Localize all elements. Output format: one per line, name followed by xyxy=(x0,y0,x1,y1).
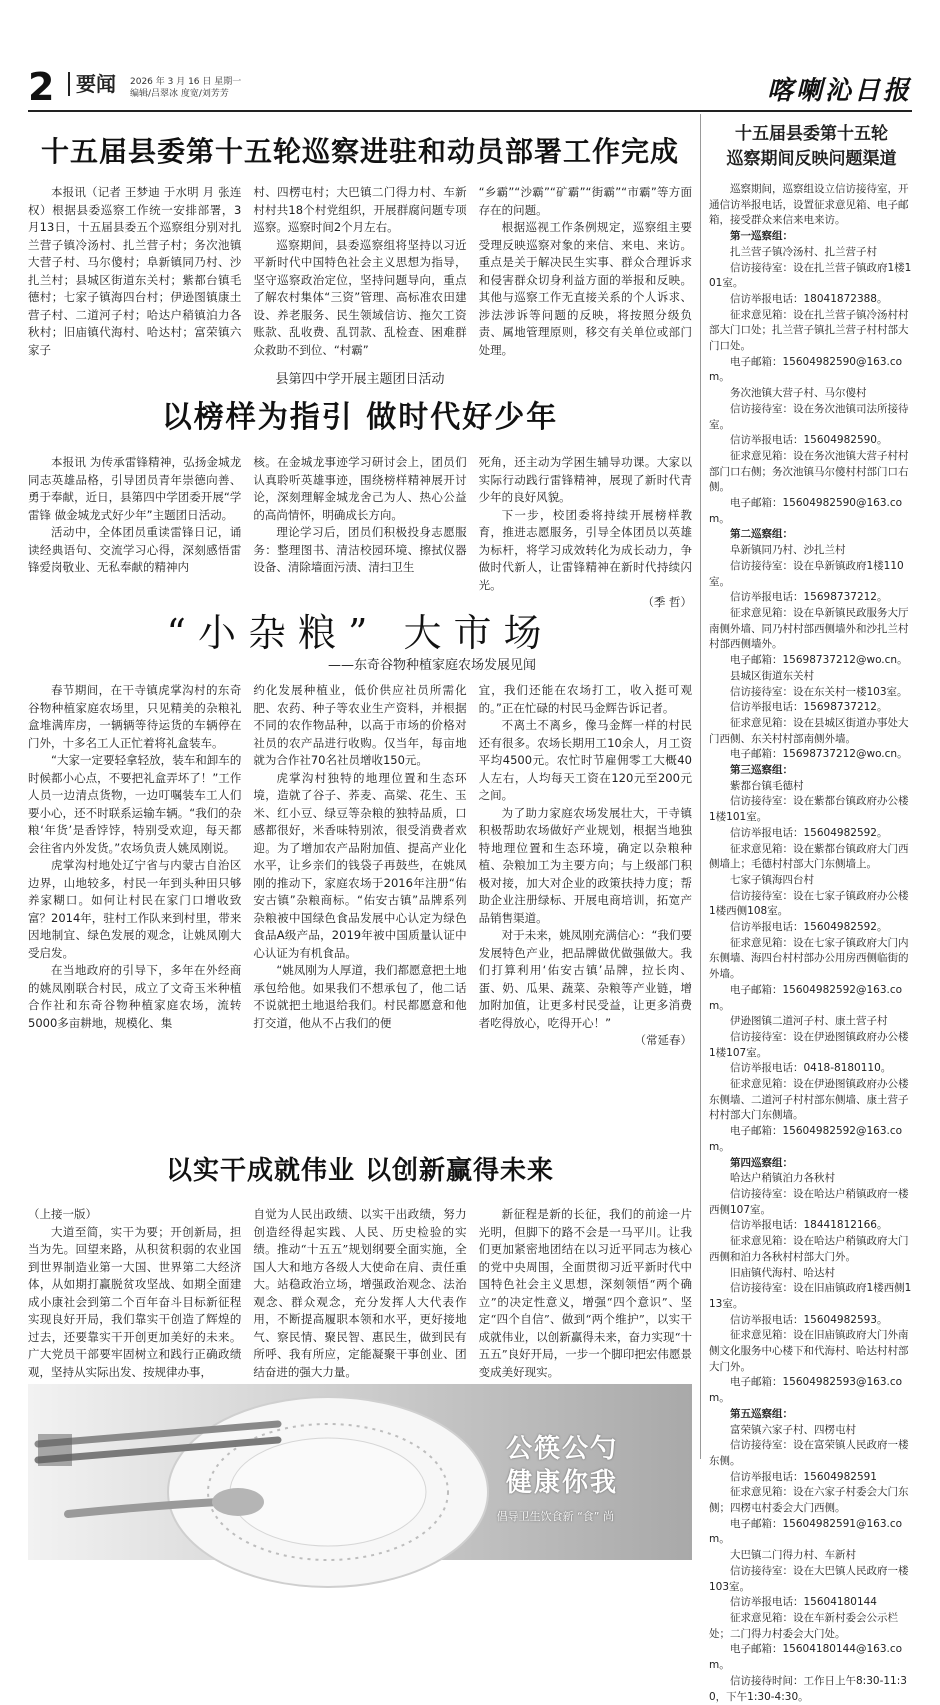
sidebar-entry: 扎兰营子镇冷汤村、扎兰营子村 xyxy=(730,245,877,258)
paragraph: 宜，我们还能在农场打工，收入挺可观的。”正在忙碌的村民马金辉告诉记者。 xyxy=(478,683,692,715)
article3-byline: （常延春） xyxy=(634,1033,692,1047)
header-meta xyxy=(130,76,241,100)
sidebar-entry: 征求意见箱：设在扎兰营子镇冷汤村村部大门口处；扎兰营子镇扎兰营子村村部大门口处。 xyxy=(709,308,909,353)
sidebar-entry: 信访举报电话：15604982592。 xyxy=(730,826,888,839)
article2-body xyxy=(28,454,692,609)
continued-marker: （上接一版） xyxy=(28,1207,97,1221)
paragraph: 死角，还主动为学困生辅导功课。大家以实际行动践行雷锋精神，展现了新时代青少年的良好风貌。 xyxy=(478,455,692,504)
paragraph: 在当地政府的引导下，多年在外经商的姚凤刚联合村民，成立了文奇玉米种植合作社和东奇谷物种植家庭农场，流转5000多亩耕地，规模化、集 xyxy=(28,963,242,1030)
sidebar-entry: 阜新镇同乃村、沙扎兰村 xyxy=(730,544,846,557)
sidebar-entry: 电子邮箱：15604982590@163.com。 xyxy=(709,355,903,384)
article3-body xyxy=(28,682,692,1137)
paragraph: 核。在金城龙事迹学习研讨会上，团员们认真聆听英雄事迹，围绕榜样精神展开讨论，深刻理解金城龙舍己为人、热心公益的高尚情怀，明确成长方向。 xyxy=(253,455,467,522)
sidebar-entry: 征求意见箱：设在七家子镇政府大门内东侧墙、海四台村村部办公用房西侧临街的外墙。 xyxy=(709,936,909,981)
article2-col3 xyxy=(478,454,692,609)
article1-title: 十五届县委第十五轮巡察进驻和动员部署工作完成 xyxy=(40,135,679,168)
paragraph: 新征程是新的长征，我们的前途一片光明，但脚下的路不会是一马平川。让我们更加紧密地团结在以习近平同志为核心的党中央周围，全面贯彻习近平新时代中国特色社会主义思想，深刻领悟“两个确立”的决定性意义，增强“四个意识”、坚定“四个自信”、做到“两个维护”，以实干成就伟业，以创新赢得未来，奋力实现“十五五”良好开局，一步一个脚印把宏伟愿景变成美好现实。 xyxy=(478,1207,692,1379)
sidebar-entry: 紫都台镇毛德村 xyxy=(730,779,804,792)
section-name: 要闻 xyxy=(68,72,116,96)
ad-subline: 倡导卫生饮食新 “食” 尚 xyxy=(496,1510,614,1523)
article2-col2 xyxy=(253,454,466,592)
sidebar-entry: 征求意见箱：设在县城区街道办事处大门西侧、东关村村部南侧外墙。 xyxy=(709,716,909,745)
sidebar-entry: 征求意见箱：设在紫都台镇政府大门西侧墙上；毛德村村部大门东侧墙上。 xyxy=(709,842,909,871)
article3-col3 xyxy=(479,682,692,1137)
sidebar-group-heading: 第四巡察组： xyxy=(730,1156,793,1169)
sidebar-entry: 旧庙镇代海村、哈达村 xyxy=(730,1266,835,1279)
sidebar-group-heading: 第三巡察组： xyxy=(730,764,793,777)
page-number: 2 xyxy=(28,65,55,109)
sidebar-entry: 征求意见箱：设在伊逊图镇政府办公楼东侧墙、二道河子村村部东侧墙、康土营子村村部大门东侧墙。 xyxy=(709,1078,909,1122)
article4-col2 xyxy=(253,1206,467,1379)
sidebar-entry: 巡察期间，巡察组设立信访接待室，开通信访举报电话，设置征求意见箱、电子邮箱，接受群众来信来电来访。 xyxy=(709,183,909,227)
paragraph: “姚凤刚为人厚道，我们都愿意把土地承包给他。如果我们不想承包了，他二话不说就把土地退给我们。村民都愿意和他打交道，他从不占我们的便 xyxy=(253,963,467,1030)
sidebar-entry: 信访举报电话：15604982591 xyxy=(730,1470,877,1483)
article4-body xyxy=(28,1206,692,1379)
paragraph: “大家一定要轻拿轻放，装车和卸车的时候都小心点，不要把礼盒弄坏了！”工作人员一边清点货物，一边叮嘱装车工人们要小心，还不时联系运输车辆。“我们的杂粮‘年货’是香饽饽，特别受欢迎，每天都会往省内外发货。”农场负责人姚凤刚说。 xyxy=(28,753,242,855)
sidebar-title xyxy=(709,122,914,172)
sidebar-entry: 征求意见箱：设在阜新镇民政服务大厅南侧外墙、同乃村村部西侧墙外和沙扎兰村村部西侧墙外。 xyxy=(709,606,909,651)
article3-col1 xyxy=(28,682,241,1137)
header-divider xyxy=(28,110,912,112)
ad-slogan-line2: 健康你我 xyxy=(505,1468,618,1498)
article2-col1 xyxy=(28,454,241,592)
sidebar-entry: 信访接待室：设在七家子镇政府办公楼1楼西侧108室。 xyxy=(709,889,909,918)
sidebar-entry: 征求意见箱：设在哈达户稍镇政府大门西侧和泊力各秋村村部大门外。 xyxy=(709,1235,909,1263)
ad-slogan-line1: 公筷公勺 xyxy=(505,1434,618,1464)
date-line: 2026 年 3 月 16 日 星期一 xyxy=(130,77,242,87)
sidebar-entry: 信访举报电话：15604180144 xyxy=(730,1596,877,1609)
paragraph: 大道至简，实干为要；开创新局，担当为先。回望来路，从积贫积弱的农业国到世界制造业第一大国、世界第二大经济体，从如期打赢脱贫攻坚战、如期全面建成小康社会到第二个百年奋斗目标新征程实现良好开局，我们靠实干创造了辉煌的过去，还要靠实干开创更加美好的未来。广大党员干部要牢固树立和践行正确政绩观，坚持从实际出发、按规律办事， xyxy=(28,1224,242,1379)
newspaper-masthead: 喀喇沁日报 xyxy=(766,76,912,106)
sidebar-entry: 信访举报电话：15698737212。 xyxy=(730,591,888,604)
article4-col1 xyxy=(28,1206,242,1379)
article1-body xyxy=(28,184,692,357)
sidebar-entry: 信访接待室：设在务次池镇司法所接待室。 xyxy=(709,402,909,431)
paragraph: 活动中，全体团员重读雷锋日记，诵读经典语句、交流学习心得，深刻感悟雷锋爱岗敬业、无私奉献的精神内 xyxy=(28,525,242,574)
sidebar-entry: 信访接待室：设在紫都台镇政府办公楼1楼101室。 xyxy=(709,795,909,824)
sidebar-group-heading: 第二巡察组： xyxy=(730,528,793,541)
sidebar-entry: 电子邮箱：15604982592@163.com。 xyxy=(709,1125,903,1153)
paragraph: 约化发展种植业，低价供应社员所需化肥、农药、种子等农业生产资料，并根据不同的农作物品种，以高于市场的价格对社员的农产品进行收购。仅当年，每亩地就为合作社70名社员增收150元。 xyxy=(253,683,467,767)
sidebar-entry: 征求意见箱：设在务次池镇大营子村村部门口右侧；务次池镇马尔傻村村部门口右侧。 xyxy=(709,449,909,494)
sidebar-entry: 电子邮箱：15698737212@wo.cn。 xyxy=(730,654,908,667)
sidebar-body xyxy=(709,182,914,1705)
article2-title: 以榜样为指引 做时代好少年 xyxy=(161,400,559,435)
sidebar-entry: 信访举报电话：15604982593。 xyxy=(730,1313,888,1326)
sidebar-title-line2: 巡察期间反映问题渠道 xyxy=(726,149,897,169)
paragraph: 理论学习后，团员们积极投身志愿服务：整理图书、清洁校园环境、擦拭仪器设备、清除墙面污渍、清扫卫生 xyxy=(253,525,467,574)
sidebar-entry: 电子邮箱：15604982593@163.com。 xyxy=(709,1376,903,1405)
paragraph: 巡察期间，县委巡察组将坚持以习近平新时代中国特色社会主义思想为指导，坚守巡察政治定位，坚持问题导向，重点了解农村集体“三资”管理、高标准农田建设、养老服务、民生领域信访、拖欠工资账款、乱收费、乱罚款、乱检查、困难群众救助不到位、“村霸” xyxy=(253,237,467,357)
sidebar-entry: 信访接待室：设在大巴镇人民政府一楼103室。 xyxy=(709,1564,909,1593)
sidebar-entry: 电子邮箱：15604982590@163.com。 xyxy=(709,497,903,525)
sidebar-entry: 务次池镇大营子村、马尔傻村 xyxy=(730,387,867,400)
sidebar-entry: 信访接待室：设在旧庙镇政府1楼西侧113室。 xyxy=(709,1282,912,1310)
paragraph: “乡霸”“沙霸”“矿霸”“街霸”“市霸”等方面存在的问题。 xyxy=(478,185,692,217)
sidebar-entry: 征求意见箱：设在车新村委会公示栏处；二门得力村委会大门处。 xyxy=(709,1611,898,1640)
sidebar-entry: 信访举报电话：15604982592。 xyxy=(730,921,888,934)
sidebar-notice xyxy=(700,114,914,1703)
sidebar-entry: 大巴镇二门得力村、车新村 xyxy=(730,1549,856,1562)
article1-col3 xyxy=(478,184,692,357)
article3-title: “小杂粮” 大市场 xyxy=(166,611,554,655)
paragraph: 本报讯（记者 王梦迪 于水明 月 张连权）根据县委巡察工作统一安排部署，3月13日，十五届县委五个巡察组分别对扎兰营子镇冷汤村、扎兰营子村；务次池镇大营子村、马尔傻村；阜新镇同乃村、沙扎兰村；县城区街道东关村；紫都台镇毛德村；七家子镇海四台村；伊逊图镇康土营子村、二道河子村；哈达户稍镇泊力各秋村；旧庙镇代海村、哈达村；富荣镇六家子 xyxy=(28,185,242,357)
sidebar-entry: 信访接待室：设在东关村一楼103室。 xyxy=(730,685,908,698)
sidebar-entry: 信访接待室：设在哈达户稍镇政府一楼西侧107室。 xyxy=(709,1188,909,1216)
paragraph: 虎掌沟村地处辽宁省与内蒙古自治区边界，山地较多，村民一年到头种田只够养家糊口。如何让村民在家门口增收致富？2014年，驻村工作队来到村里，带来因地制宜、绿色发展的观念，让姚凤刚大受启发。 xyxy=(28,858,242,960)
sidebar-entry: 征求意见箱：设在旧庙镇政府大门外南侧文化服务中心楼下和代海村、哈达村村部大门外。 xyxy=(709,1329,909,1373)
sidebar-entry: 县城区街道东关村 xyxy=(730,669,814,682)
article1-col1 xyxy=(28,184,242,357)
sidebar-entry: 信访举报电话：15604982590。 xyxy=(730,434,888,447)
article3-col2 xyxy=(253,682,466,1137)
paragraph: 为了助力家庭农场发展壮大，干寺镇积极帮助农场做好产业规划，根据当地独特地理位置和生态环境，确定以杂粮种植、杂粮加工为主要方向；与上级部门积极对接，加大对企业的政策扶持力度；帮助企业注册绿标、开展电商培训，拓宽产品销售渠道。 xyxy=(478,805,692,925)
main-content xyxy=(28,114,692,1523)
ad-slogan xyxy=(506,1432,618,1500)
paragraph: 自觉为人民出政绩、以实干出政绩，努力创造经得起实践、人民、历史检验的实绩。推动“十五五”规划纲要全面实施，全国人大和地方各级人大使命在肩、责任重大。站稳政治立场，增强政治观念、法治观念、群众观念，充分发挥人大代表作用，不断提高履职本领和水平，更好接地气、察民情、聚民智、惠民生，做到民有所呼、我有所应，定能凝聚干事创业、团结奋进的强大力量。 xyxy=(253,1207,467,1379)
sidebar-entry: 信访接待室：设在伊逊图镇政府办公楼1楼107室。 xyxy=(709,1030,909,1059)
article2-byline: （季 哲） xyxy=(642,595,692,609)
sidebar-group-heading: 第五巡察组： xyxy=(730,1407,793,1420)
sidebar-entry: 电子邮箱：15604982592@163.com。 xyxy=(709,983,903,1012)
editor-line: 编辑/吕翠冰 度宽/刘芳芳 xyxy=(130,89,229,99)
sidebar-entry: 信访举报电话：18041872388。 xyxy=(730,292,888,305)
sidebar-entry: 信访接待时间：工作日上午8:30-11:30，下午1:30-4:30。 xyxy=(709,1674,907,1703)
paragraph: 不离土不离乡，像马金辉一样的村民还有很多。农场长期用工10余人，月工资平均4500元。农忙时节雇佣零工大概40人左右，人均每天工资在120元至200元之间。 xyxy=(478,718,692,802)
paragraph: 根据巡视工作条例规定，巡察组主要受理反映巡察对象的来信、来电、来访。重点是关于解决民生实事、群众合理诉求和侵害群众切身利益方面的举报和反映。其他与巡察工作无直接关系的个人诉求、涉法涉诉等问题的反映，将按照分级负责、属地管理原则，移交有关单位或部门处理。 xyxy=(478,220,692,357)
paragraph: 本报讯 为传承雷锋精神，弘扬金城龙同志英雄品格，引导团员青年崇德向善、勇于奉献，近日，县第四中学团委开展“学雷锋 做金城龙式好少年”主题团日活动。 xyxy=(28,455,242,522)
paragraph: 春节期间，在干寺镇虎掌沟村的东奇谷物种植家庭农场里，只见精美的杂粮礼盒堆满库房，一辆辆等待运货的车辆停在门外，十多名工人正忙着将礼盒装车。 xyxy=(28,683,242,750)
sidebar-entry: 信访接待室：设在阜新镇政府1楼110室。 xyxy=(709,559,904,588)
paragraph: 村、四楞屯村；大巴镇二门得力村、车新村村共18个村党组织，开展群腐问题专项巡察。巡察时间2个月左右。 xyxy=(253,185,467,234)
sidebar-entry: 电子邮箱：15698737212@wo.cn。 xyxy=(730,748,908,761)
sidebar-title-line1: 十五届县委第十五轮 xyxy=(735,124,888,144)
sidebar-entry: 电子邮箱：15604180144@163.com。 xyxy=(709,1643,903,1672)
public-service-ad xyxy=(28,1384,692,1560)
sidebar-group-heading: 第一巡察组： xyxy=(730,230,793,243)
sidebar-entry: 信访接待室：设在富荣镇人民政府一楼东侧。 xyxy=(709,1439,909,1467)
sidebar-entry: 伊逊图镇二道河子村、康土营子村 xyxy=(730,1015,888,1028)
paragraph: 下一步，校团委将持续开展榜样教育，推进志愿服务，引导全体团员以英雄为标杆，将学习成效转化为成长动力，争做时代新人，让雷锋精神在新时代持续闪光。 xyxy=(478,507,692,592)
sidebar-entry: 电子邮箱：15604982591@163.com。 xyxy=(709,1517,903,1546)
article3-subtitle: ——东奇谷物种植家庭农场发展见闻 xyxy=(328,658,537,673)
sidebar-entry: 征求意见箱：设在六家子村委会大门东侧；四楞屯村委会大门西侧。 xyxy=(709,1486,909,1515)
sidebar-entry: 七家子镇海四台村 xyxy=(730,873,814,886)
article1-col2 xyxy=(253,184,467,357)
paragraph: 对于未来，姚凤刚充满信心：“我们要发展特色产业，把品牌做优做强做大。我们打算利用‘佑安古镇’品牌，拉长肉、蛋、奶、瓜果、蔬菜、杂粮等产业链，增加附加值，让更多村民受益，让更多消费者吃得放心，吃得开心！” xyxy=(478,928,692,1030)
page-header xyxy=(28,66,912,110)
sidebar-entry: 信访接待室：设在扎兰营子镇政府1楼101室。 xyxy=(709,261,912,290)
sidebar-entry: 信访举报电话：0418-8180110。 xyxy=(730,1062,892,1075)
article4-col3 xyxy=(478,1206,692,1379)
sidebar-entry: 富荣镇六家子村、四楞屯村 xyxy=(730,1423,856,1436)
sidebar-entry: 信访举报电话：18441812166。 xyxy=(730,1219,888,1232)
article2-kicker: 县第四中学开展主题团日活动 xyxy=(275,372,445,387)
paragraph: 虎掌沟村独特的地理位置和生态环境，造就了谷子、荞麦、高粱、花生、玉米、红小豆、绿豆等杂粮的独特品质，口感都很好，米香味特别浓，很受消费者欢迎。为了增加农产品附加值、提高产业化水平，让乡亲们的钱袋子再鼓些，在姚凤刚的推动下，家庭农场于2016年注册“佑安古镇”杂粮商标。“佑安古镇”品牌系列杂粮被中国绿色食品发展中心认定为绿色食品A级产品，2019年被中国质量认证中心认证为有机食品。 xyxy=(253,770,467,960)
sidebar-entry: 信访举报电话：15698737212。 xyxy=(730,701,888,714)
sidebar-entry: 哈达户稍镇泊力各秋村 xyxy=(730,1172,835,1185)
article4-title: 以实干成就伟业 以创新赢得未来 xyxy=(165,1156,555,1186)
